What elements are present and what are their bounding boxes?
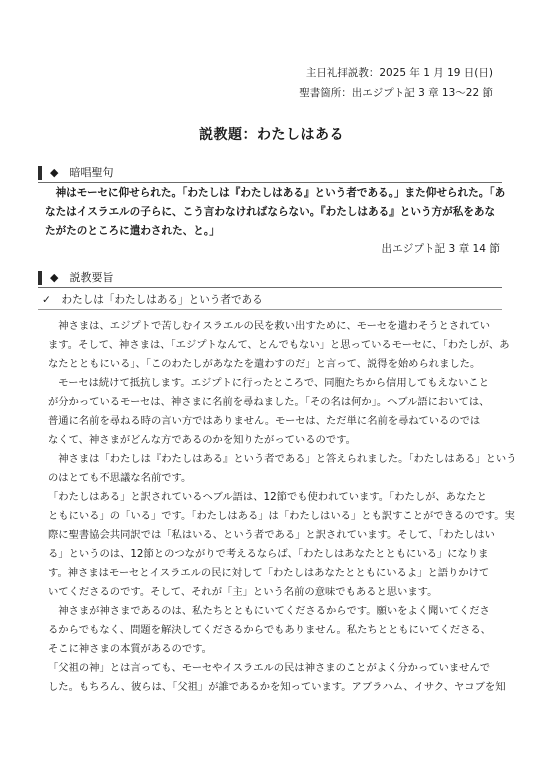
summary-line: るからでもなく、問題を解決してくださるからでもありません。私たちとともにいてくださる、: [48, 624, 491, 636]
summary-line: ます。そして、神さまは、「エジプトなんて、とんでもない」と思っているモーセに、「わたしが、あ: [48, 339, 510, 351]
summary-line: のはとても不思議な名前です。: [48, 472, 192, 484]
memory-verse-line: たがたのところに遣わされた、と。」: [45, 225, 220, 237]
summary-line: 「父祖の神」とは言っても、モーセやイスラエルの民は神さまのことがよく分かっていませんで: [48, 662, 491, 674]
memory-verse-line: なたはイスラエルの子らに、こう言わなければならない。『わたしはある』という方が私をあな: [45, 206, 496, 218]
summary-line: 際に聖書協会共同訳では「私はいる、という者である」と訳されています。そして、「わたしはい: [48, 529, 495, 541]
summary-line: 神さまは「わたしは『わたしはある』という者である」と答えられました。「わたしはある」という: [48, 453, 517, 465]
summary-line: 神さまは、エジプトで苦しむイスラエルの民を救い出すために、モーセを遣わそうとされてい: [48, 320, 491, 332]
summary-line: した。もちろん、彼らは、「父祖」が誰であるかを知っています。アブラハム、イサク、ヤコブを知: [48, 681, 506, 693]
verse-reference: 出エジプト記 3 章 14 節: [381, 243, 500, 255]
heading-bar: [38, 166, 42, 180]
summary-line: 神さまが神さまであるのは、私たちとともにいてくださるからです。願いをよく聞いてくださ: [48, 605, 490, 617]
summary-line: モーセは続けて抵抗します。エジプトに行ったところで、同胞たちから信用してもえないこと: [48, 377, 490, 389]
heading-bar: [38, 271, 42, 285]
summary-line: ともにいる」の「いる」です。「わたしはある」は「わたしはいる」とも訳すことができるのです。実: [48, 510, 515, 522]
recitation-section-heading: [38, 165, 502, 183]
summary-line: いてくださるのです。そして、それが「主」という名前の意味でもあると思います。: [48, 586, 438, 598]
summary-line: 普通に名前を尋ねる時の言い方ではありません。モーセは、ただ単に名前を尋ねているのでは: [48, 415, 481, 427]
summary-line: そこに神さまの本質があるのです。: [48, 643, 212, 655]
point-heading: [38, 292, 502, 310]
scripture-passage: 聖書箇所：出エジプト記 3 章 13～22 節: [299, 87, 493, 99]
summary-line: なくて、神さまがどんな方であるのかを知りたがっているのです。: [48, 434, 356, 446]
summary-line: が分かっているモーセは、神さまに名前を尋ねました。「その名は何か」。ヘブル語においては、: [48, 396, 490, 408]
summary-line: す。神さまはモーセとイスラエルの民に対して「わたしはあなたとともにいるよ」と語りかけて: [48, 567, 490, 579]
summary-section-heading: [38, 270, 502, 288]
summary-heading-label: ◆ 説教要旨: [50, 271, 114, 284]
summary-line: る」というのは、12節とのつながりで考えるならば、「わたしはあなたとともにいる」になりま: [48, 548, 489, 560]
summary-line: 「わたしはある」と訳されているヘブル語は、12節でも使われています。「わたしが、あなたと: [48, 491, 487, 503]
sermon-title: 説教題：わたしはある: [199, 127, 344, 143]
summary-line: なたとともにいる」、「このわたしがあなたを遣わすのだ」と言って、説得を始められました。: [48, 358, 481, 370]
memory-verse-line: 神はモーセに仰せられた。「わたしは『わたしはある』という者である。」また仰せられた。「あ: [45, 187, 506, 199]
sermon-date: 主日礼拝説教：2025 年 1 月 19 日(日): [305, 67, 493, 79]
point-heading-label: ✓ わたしは「わたしはある」という者である: [42, 294, 263, 306]
recitation-heading-label: ◆ 暗唱聖句: [50, 166, 114, 179]
